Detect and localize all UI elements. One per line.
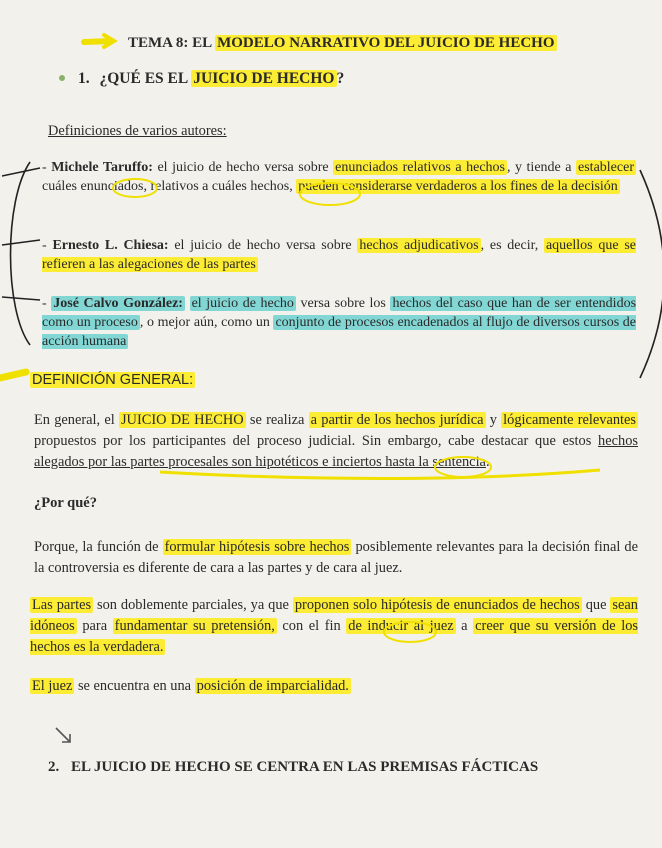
right-bracket-mark [640,170,662,378]
author-text: , o mejor aún, como un [139,315,274,330]
why-paragraph-3 [30,676,638,697]
para-highlight: Las partes [32,597,92,613]
margin-mark [0,372,26,378]
para-highlight: posición de imparcialidad. [196,678,349,694]
author-highlight: el juicio de hecho [191,296,294,311]
author-highlight: aquellos que se refieren a las alegaciones de las partes [42,238,636,272]
author-text: el juicio de hecho versa sobre [168,238,358,253]
author-calvo-gonzalez [42,294,636,351]
section-1-highlight: JUICIO DE HECHO [193,70,335,87]
left-bracket-mark [11,162,31,345]
section-1-dot [59,75,65,81]
para-text: y [485,412,502,428]
author-highlight: conjunto de procesos encadenados al flujo de diversos cursos de acción humana [42,315,636,349]
para-highlight: formular hipótesis sobre hechos [164,539,350,555]
why-paragraph-1 [34,537,638,579]
para-highlight: creer que su versión de los hechos es la verdadera. [30,618,638,655]
author-highlight: establecer [578,160,634,175]
section-2-number: 2. [48,759,60,775]
bracket-arrow-2 [2,240,40,245]
section-2-text: EL JUICIO DE HECHO SE CENTRA EN LAS PREMISAS FÁCTICAS [71,759,539,775]
author-text: versa sobre los [295,296,391,311]
para-highlight: lógicamente relevantes [503,412,637,428]
definitions-label: Definiciones de varios autores: [48,123,227,139]
para-text: se realiza [245,412,309,428]
para-text: En general, el [34,412,119,428]
author-highlight: hechos del caso que han de ser entendidos como un proceso [42,296,637,330]
bracket-arrow-1 [2,168,40,176]
section-1-suffix: ? [336,70,345,87]
author-taruffo [42,158,636,196]
para-text: se encuentra en una [74,678,195,694]
general-definition-paragraph [34,410,638,473]
author-name: José Calvo González: [53,296,183,311]
para-highlight: de inducir al juez [348,618,454,634]
author-text: cuáles enunciados, relativos a cuáles hechos, [42,179,297,194]
para-text: que [581,597,611,613]
author-dash: - [42,160,47,175]
section-2-arrow-mark [56,728,70,742]
title-arrow-mark [84,35,114,47]
para-text: son doblemente parciales, ya que [93,597,293,613]
para-highlight: JUICIO DE HECHO [120,412,244,428]
section-1-number: 1. [78,70,90,87]
page-title [128,35,568,52]
author-dash: - [42,296,47,311]
author-highlight: enunciados relativos a hechos [335,160,505,175]
para-text: con el fin [276,618,347,634]
general-definition-heading [30,372,195,388]
author-text: , y tiende a [506,160,577,175]
section-2-heading [48,759,538,776]
para-highlight: proponen solo hipótesis de enunciados de hechos [294,597,580,613]
author-highlight: pueden considerarse verdaderos a los fines de la decisión [298,179,618,194]
section-1-prefix: ¿QUÉ ES EL [99,70,192,87]
why-paragraph-2 [30,595,638,658]
para-highlight: sean idóneos [30,597,638,634]
title-highlight: MODELO NARRATIVO DEL JUICIO DE HECHO [217,35,555,51]
para-text: posiblemente relevantes para la decisión final de la controversia es diferente de cara a las partes y de cara al juez. [34,539,638,576]
para-text: para [76,618,113,634]
para-highlight: fundamentar su pretensión, [114,618,275,634]
para-underline: hechos alegados por las partes procesales son hipotéticos e inciertos hasta la sentencia [34,433,638,470]
author-text: , es decir, [480,238,544,253]
author-chiesa [42,236,636,274]
para-text: Porque, la función de [34,539,163,555]
why-heading: ¿Por qué? [34,495,97,511]
para-text: propuestos por los participantes del proceso judicial. Sin embargo, cabe destacar que estos [34,433,599,449]
para-highlight: El juez [32,678,73,694]
para-text: a [455,618,474,634]
section-1-heading [78,70,344,88]
general-definition-heading-text: DEFINICIÓN GENERAL: [32,372,194,388]
author-text: el juicio de hecho versa sobre [152,160,334,175]
bracket-arrow-3 [2,297,40,300]
para-text: . [485,454,490,470]
author-dash: - [42,238,47,253]
title-prefix: TEMA 8: EL [128,35,216,51]
author-name: Ernesto L. Chiesa: [52,238,169,253]
author-highlight: hechos adjudicativos [359,238,479,253]
para-highlight: a partir de los hechos jurídica [310,412,484,428]
author-name: Michele Taruffo: [51,160,153,175]
